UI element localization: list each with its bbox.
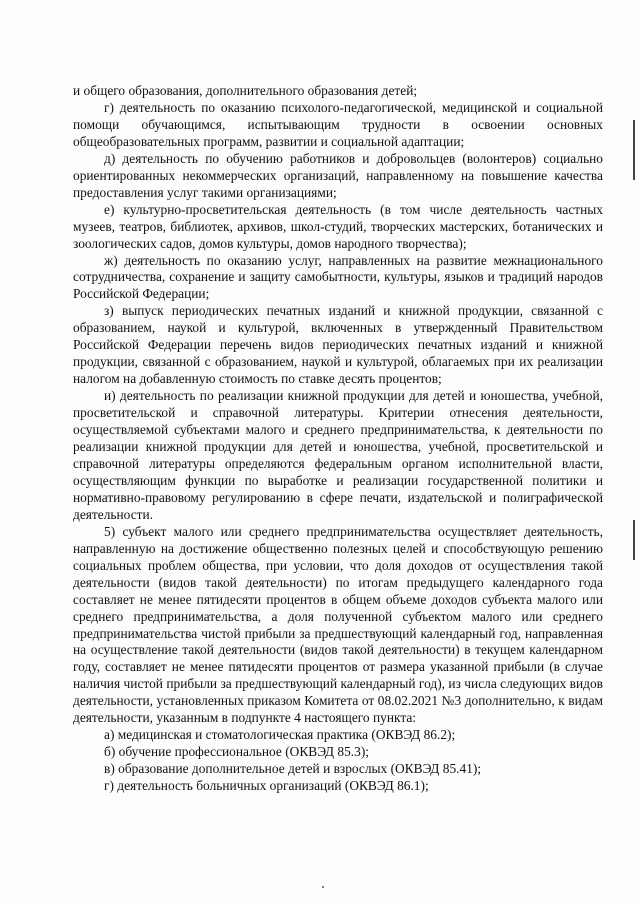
scan-edge-mark (633, 120, 635, 180)
paragraph-d: д) деятельность по обучению работников и добровольцев (волонтеров) социально ориентированных некоммерческих организаций, направленному на повышение качества предоставления услуг такими организациями; (73, 150, 603, 200)
paragraph-continuation: и общего образования, дополнительного образования детей; (73, 83, 418, 98)
paragraph-i: и) деятельность по реализации книжной продукции для детей и юношества, учебной, просветительской и справочной литературы. Критерии отнесения деятельности, осуществляемой субъектами малого и среднего предпринимательства, к деятельности по реализации книжной продукции для детей и юношества, учебной, просветительской и справочной литературы определяются федеральным органом исполнительной власти, осуществляющим функции по выработке и реализации государственной политики и нормативно-правовому регулированию в сфере печати, издательской и полиграфической деятельности. (73, 388, 603, 522)
list-item: а) медицинская и стоматологическая практика (ОКВЭД 86.2); (104, 727, 456, 743)
list-item: б) обучение профессиональное (ОКВЭД 85.3); (104, 744, 370, 760)
list-item: в) образование дополнительное детей и взрослых (ОКВЭД 85.41); (104, 761, 482, 777)
document-body (73, 83, 603, 795)
paragraph-g: г) деятельность по оказанию психолого-педагогической, медицинской и социальной помощи обучающимся, испытывающим трудности в освоении основных общеобразовательных программ, развитии и социальной адаптации; (73, 99, 603, 149)
scan-speck (322, 886, 324, 888)
paragraph-z: з) выпуск периодических печатных изданий и книжной продукции, связанной с образованием, наукой и культурой, включенных в утвержденный Правительством Российской Федерации перечень видов периодических печатных изданий и книжной продукции, связанной с образованием, наукой и культурой, облагаемых при их реализации налогом на добавленную стоимость по ставке десять процентов; (73, 303, 603, 387)
scan-edge-mark (633, 520, 635, 560)
list-item: г) деятельность больничных организаций (ОКВЭД 86.1); (104, 778, 429, 794)
paragraph-zh: ж) деятельность по оказанию услуг, направленных на развитие межнационального сотрудничества, сохранение и защиту самобытности, культуры, языков и традиций народов Российской Федерации; (73, 252, 603, 302)
activity-list (73, 727, 603, 795)
paragraph-5: 5) субъект малого или среднего предпринимательства осуществляет деятельность, направленную на достижение общественно полезных целей и способствующую решению социальных проблем общества, при условии, что доля доходов от осуществления такой деятельности (видов такой деятельности) по итогам предыдущего календарного года составляет не менее пятидесяти процентов в общем объеме доходов субъекта малого или среднего предпринимательства, а доля полученной субъектом малого или среднего предпринимательства чистой прибыли за предшествующий календарный год, направленная на осуществление такой деятельности (видов такой деятельности) в текущем календарном году, составляет не менее пятидесяти процентов от размера указанной прибыли (в случае наличия чистой прибыли за предшествующий календарный год), из числа следующих видов деятельности, установленных приказом Комитета от 08.02.2021 №3 дополнительно, к видам деятельности, указанным в подпункте 4 настоящего пункта: (73, 523, 603, 726)
paragraph-e: е) культурно-просветительская деятельность (в том числе деятельность частных музеев, театров, библиотек, архивов, школ-студий, творческих мастерских, ботанических и зоологических садов, домов культуры, домов народного творчества); (73, 201, 603, 251)
